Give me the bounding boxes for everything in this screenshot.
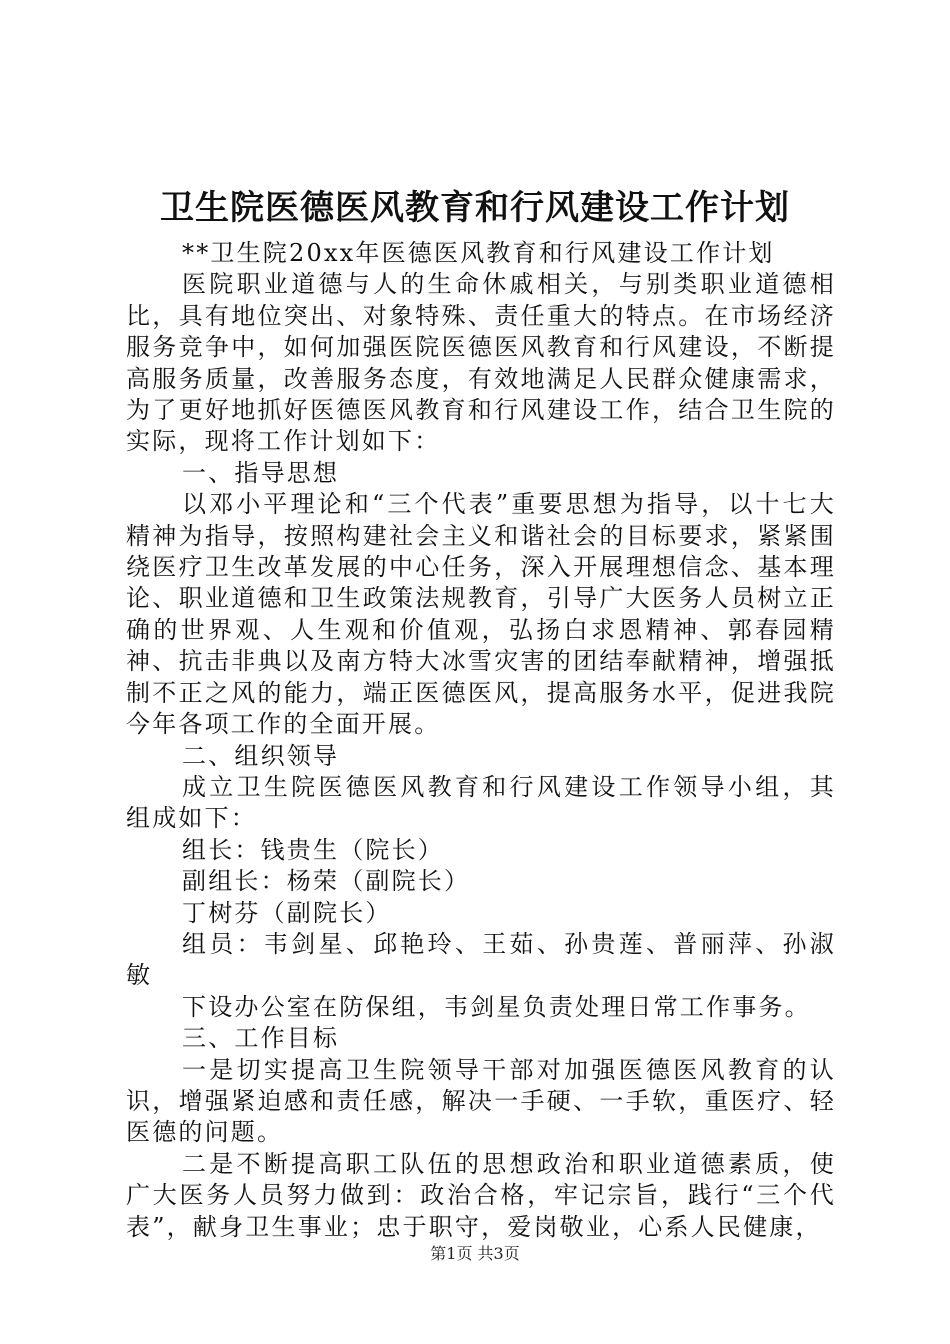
paragraph-deputy-leader: 副组长：杨荣（副院长） (182, 867, 471, 896)
paragraph-deputy-leader-2: 丁树芬（副院长） (182, 898, 392, 927)
paragraph-group-leader: 组长：钱贵生（院长） (182, 835, 444, 864)
paragraph-plan-name: **卫生院20xx年医德医风教育和行风建设工作计划 (182, 239, 775, 267)
page-number-footer: 第1页 共3页 (430, 1244, 520, 1263)
section-heading-guiding-ideology: 一、指导思想 (182, 458, 340, 487)
paragraph-organization: 成立卫生院医德医风教育和行风建设工作领导小组，其组成如下： (126, 772, 836, 833)
section-heading-organization: 二、组织领导 (182, 741, 340, 770)
paragraph-guiding-ideology: 以邓小平理论和“三个代表”重要思想为指导，以十七大精神为指导，按照构建社会主义和谐社会的目标要求，紧紧围绕医疗卫生改革发展的中心任务，深入开展理想信念、基本理论、职业道德和卫生政策法规教育，引导广大医务人员树立正确的世界观、人生观和价值观，弘扬白求恩精神、郭春园精神、抗击非典以及南方特大冰雪灾害的团结奉献精神，增强抵制不正之风的能力，端正医德医风，提高服务水平，促进我院今年各项工作的全面开展。 (126, 490, 836, 739)
document-title: 卫生院医德医风教育和行风建设工作计划 (160, 188, 790, 228)
paragraph-intro: 医院职业道德与人的生命休戚相关，与别类职业道德相比，具有地位突出、对象特殊、责任重大的特点。在市场经济服务竞争中，如何加强医院医德医风教育和行风建设，不断提高服务质量，改善服务态度，有效地满足人民群众健康需求，为了更好地抓好医德医风教育和行风建设工作，结合卫生院的实际，现将工作计划如下： (126, 270, 836, 456)
section-heading-goals: 三、工作目标 (182, 1024, 340, 1053)
paragraph-office: 下设办公室在防保组，韦剑星负责处理日常工作事务。 (182, 992, 811, 1021)
paragraph-goal-2: 二是不断提高职工队伍的思想政治和职业道德素质，使广大医务人员努力做到：政治合格，牢记宗旨，践行“三个代表”，献身卫生事业；忠于职守，爱岗敬业，心系人民健康， (126, 1149, 836, 1241)
paragraph-members: 组员：韦剑星、邱艳玲、王茹、孙贵莲、普丽萍、孙淑敏 (126, 929, 836, 990)
document-body (126, 238, 836, 1243)
paragraph-goal-1: 一是切实提高卫生院领导干部对加强医德医风教育的认识，增强紧迫感和责任感，解决一手硬、一手软，重医疗、轻医德的问题。 (126, 1055, 836, 1147)
